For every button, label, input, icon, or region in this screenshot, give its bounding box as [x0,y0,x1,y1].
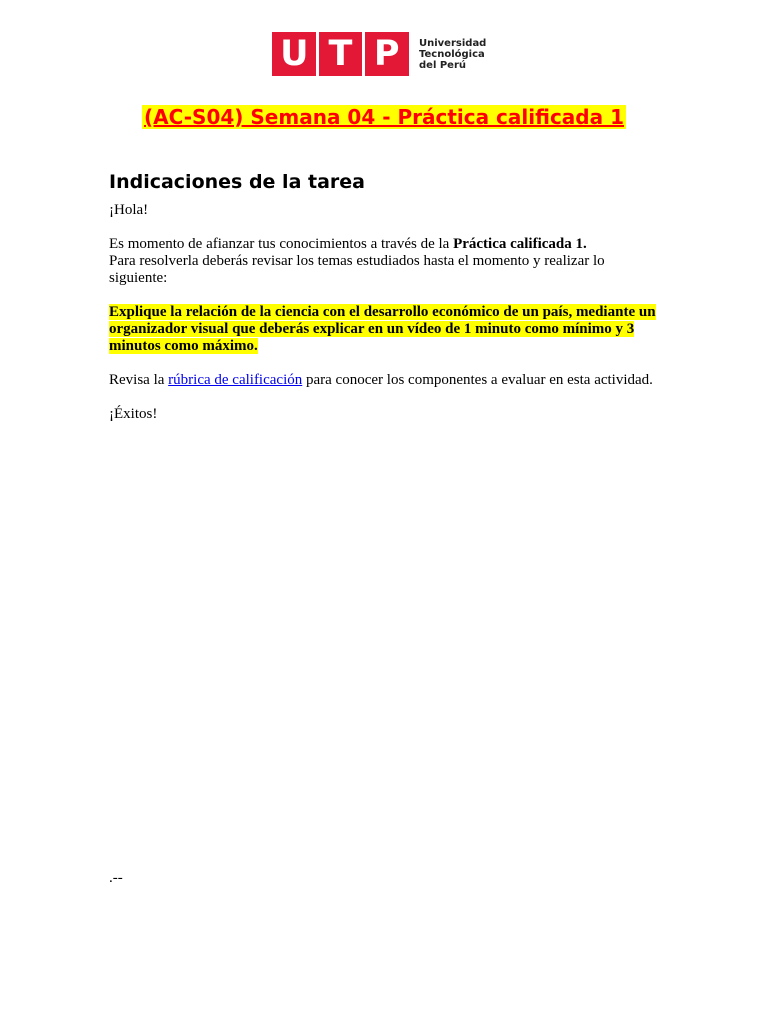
rubric-lead: Revisa la [109,372,169,388]
intro-paragraph [109,236,661,287]
task-content [109,168,661,440]
utp-logo [272,32,486,76]
logo-divider [316,32,319,76]
logo-letter-u: U [280,34,309,74]
footer-mark: .-- [109,870,123,886]
rubric-link[interactable]: rúbrica de calificación [168,372,303,388]
page-title [0,104,768,130]
logo-wordmark [419,38,486,71]
logo-line-1: Universidad [419,37,487,49]
logo-letter-p: P [373,34,400,74]
greeting: ¡Hola! [109,202,149,218]
logo-letter-t: T [328,34,353,74]
section-heading: Indicaciones de la tarea [109,171,365,193]
logo-line-2: Tecnológica [419,48,485,60]
intro-lead: Es momento de afianzar tus conocimientos a través de la [109,236,454,252]
rubric-rest: para conocer los componentes a evaluar en esta actividad. [302,372,653,388]
closing: ¡Éxitos! [109,406,158,422]
title-highlight [142,105,626,129]
rubric-paragraph [109,372,661,389]
logo-mark [272,32,409,76]
logo-divider [362,32,365,76]
intro-bold: Práctica calificada 1. [453,236,587,252]
logo-line-3: del Perú [419,59,467,71]
intro-rest: Para resolverla deberás revisar los temas estudiados hasta el momento y realizar lo siguiente: [109,253,605,286]
instruction-text: Explique la relación de la ciencia con el desarrollo económico de un país, mediante un organizador visual que deberás explicar en un vídeo de 1 minuto como mínimo y 3 minutos como máximo. [109,304,656,354]
title-text: (AC-S04) Semana 04 - Práctica calificada 1 [144,105,624,129]
instruction-paragraph [109,304,661,355]
